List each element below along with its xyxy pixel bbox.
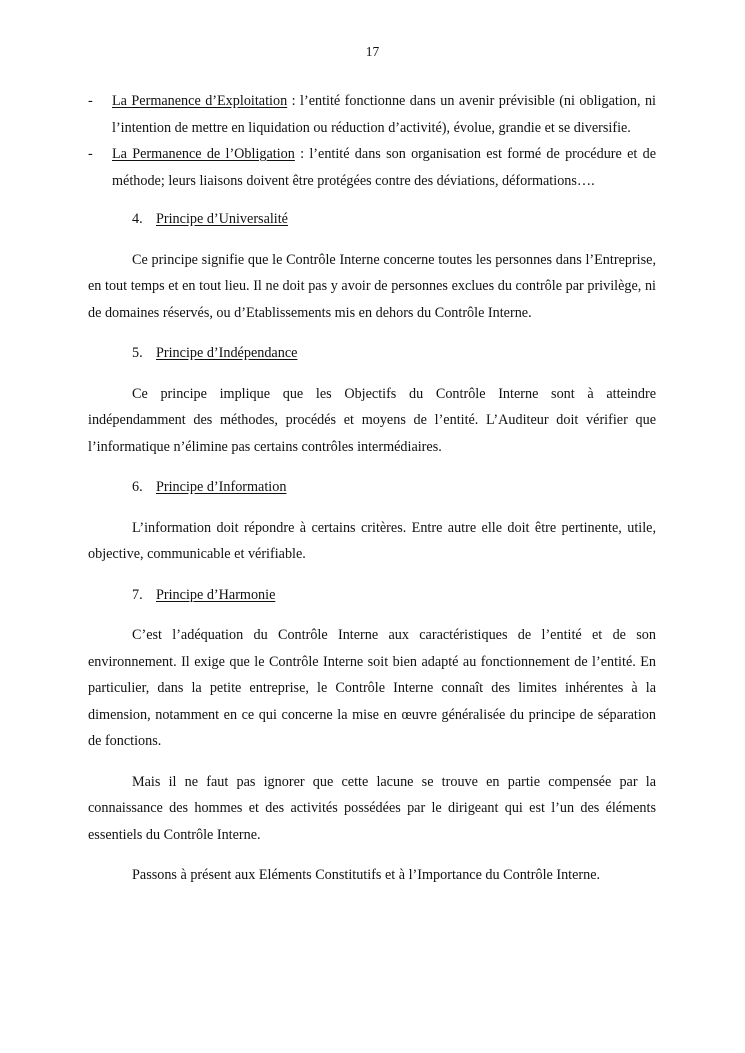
section-title: Principe d’Universalité [156, 211, 288, 227]
page-content [88, 88, 656, 889]
list-item-term: La Permanence d’Exploitation [112, 93, 288, 109]
bullet-dash: - [88, 93, 93, 109]
section-number: 5. [132, 345, 143, 361]
section-number: 7. [132, 586, 143, 603]
section-number: 6. [132, 479, 143, 495]
paragraph-harmonie-2: Mais il ne faut pas ignorer que cette lacune se trouve en partie compensée par la connaissance des hommes et des activités possédées par le dirigeant qui est l’un des éléments essentiels du Contrôle Interne. [88, 773, 656, 843]
section-title: Principe d’Harmonie [156, 586, 276, 603]
paragraph-harmonie-1: C’est l’adéquation du Contrôle Interne aux caractéristiques de l’entité et de son environnement. Il exige que le Contrôle Interne soit bien adapté au fonctionnement de l’entité. En particulier, dans la petite entreprise, le Contrôle Interne connaît des limites inhérentes à la dimension, notamment en ce qui concerne la mise en œuvre généralisée du principe de séparation de fonctions. [88, 627, 656, 749]
list-item-permanence-obligation [88, 141, 656, 194]
paragraph-independance: Ce principe implique que les Objectifs du Contrôle Interne sont à atteindre indépendamment des méthodes, procédés et moyens de l’entité. L’Auditeur doit vérifier que l’informatique n’élimine pas certains contrôles intermédiaires. [88, 385, 656, 455]
list-item-text: : l’entité fonctionne dans un avenir prévisible (ni obligation, ni l’intention de mettre en liquidation ou réduction d’activité), évolue, grandie et se diversifie. [112, 93, 656, 136]
paragraph-conclusion: Passons à présent aux Eléments Constitutifs et à l’Importance du Contrôle Interne. [132, 867, 601, 883]
paragraph-universalite: Ce principe signifie que le Contrôle Interne concerne toutes les personnes dans l’Entreprise, en tout temps et en tout lieu. Il ne doit pas y avoir de personnes exclues du contrôle par privilège, ni de domaines réservés, ou d’Etablissements mis en dehors du Contrôle Interne. [88, 251, 656, 321]
list-item-term: La Permanence de l’Obligation [112, 146, 295, 162]
page-number: 17 [365, 44, 380, 59]
section-heading-universalite [88, 206, 656, 233]
bullet-dash: - [88, 146, 93, 162]
section-title: Principe d’Indépendance [156, 345, 298, 361]
section-heading-harmonie [88, 582, 656, 609]
section-title: Principe d’Information [156, 479, 287, 495]
section-heading-information [88, 474, 656, 501]
section-number: 4. [132, 211, 143, 227]
paragraph-information: L’information doit répondre à certains critères. Entre autre elle doit être pertinente, utile, objective, communicable et vérifiable. [88, 519, 656, 562]
section-heading-independance [88, 340, 656, 367]
list-item-permanence-exploitation [88, 88, 656, 141]
list-item-text: : l’entité dans son organisation est formé de procédure et de méthode; leurs liaisons doivent être protégées contre des déviations, déformations…. [112, 146, 656, 189]
permanence-list [88, 88, 656, 194]
